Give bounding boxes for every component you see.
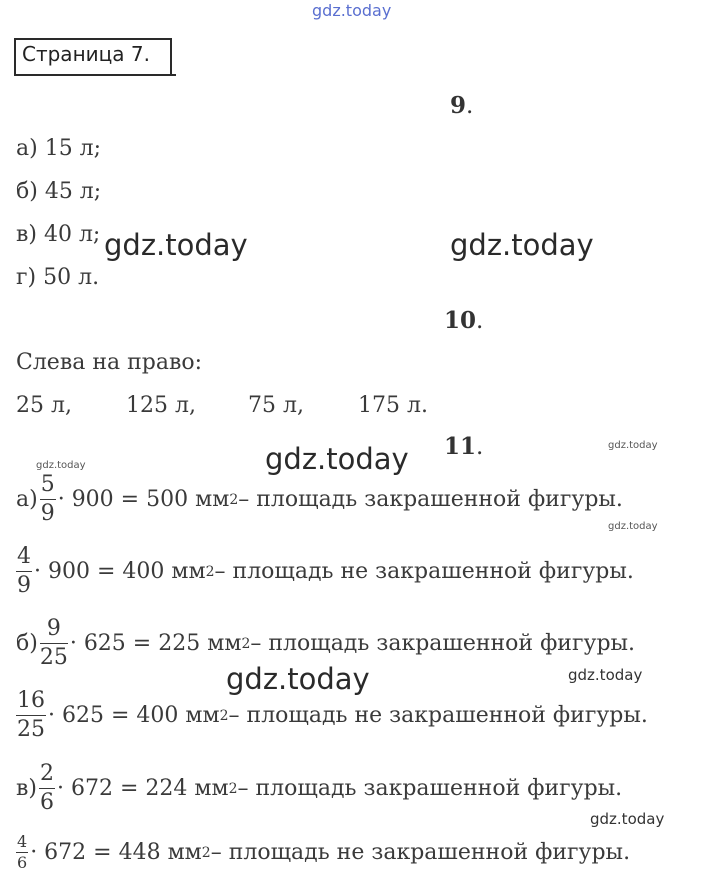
line-description: – площадь закрашенной фигуры.: [238, 487, 623, 512]
task-10-value-2: 125 л,: [126, 393, 196, 418]
watermark-4: gdz.today: [226, 662, 370, 696]
task-10-value-3: 75 л,: [248, 393, 304, 418]
line-description: – площадь не закрашенной фигуры.: [210, 840, 631, 865]
task-11-line-4: [14, 690, 648, 741]
line-description: – площадь закрашенной фигуры.: [250, 631, 636, 656]
line-expression: · 672 = 448 мм: [30, 840, 202, 865]
line-label: б): [16, 631, 38, 656]
exponent: 2: [228, 780, 238, 797]
watermark-top: gdz.today: [312, 1, 392, 20]
fraction: $\frac{4}{9}$: [17, 544, 31, 598]
line-description: – площадь не закрашенной фигуры.: [214, 559, 634, 584]
task-9-item-v: в) 40 л;: [16, 222, 101, 247]
page-title: Страница 7.: [22, 42, 150, 66]
exponent: 2: [241, 635, 251, 652]
task-11-line-1: [16, 474, 623, 525]
task-11-line-2: [14, 546, 634, 597]
watermark-2: gdz.today: [450, 228, 594, 262]
task-10-value-4: 175 л.: [358, 393, 428, 418]
fraction: $\frac{5}{9}$: [40, 472, 55, 526]
line-expression: · 672 = 224 мм: [56, 776, 229, 801]
page-title-underline: [14, 74, 176, 76]
line-label: а): [16, 487, 38, 512]
fraction: $\frac{2}{6}$: [39, 761, 54, 815]
watermark-small-1: gdz.today: [36, 460, 86, 471]
line-expression: · 625 = 225 мм: [69, 631, 242, 656]
task-9-item-b: б) 45 л;: [16, 179, 102, 204]
task-11-number: 11.: [444, 433, 484, 460]
watermark-1: gdz.today: [104, 228, 248, 262]
line-expression: · 900 = 500 мм: [57, 487, 230, 512]
line-description: – площадь не закрашенной фигуры.: [228, 703, 648, 728]
fraction: $\frac{9}{25}$: [39, 616, 68, 670]
exponent: 2: [205, 563, 215, 580]
task-9-number: 9.: [450, 92, 474, 119]
line-description: – площадь закрашенной фигуры.: [237, 776, 623, 801]
watermark-3: gdz.today: [265, 442, 409, 476]
task-11-line-6: [14, 834, 630, 871]
exponent: 2: [229, 491, 239, 508]
line-expression: · 625 = 400 мм: [48, 703, 220, 728]
watermark-medium-2: gdz.today: [590, 810, 665, 828]
exponent: 2: [201, 844, 211, 861]
exponent: 2: [219, 707, 229, 724]
task-10-number: 10.: [444, 307, 484, 334]
task-9-item-a: а) 15 л;: [16, 136, 102, 161]
task-10-value-1: 25 л,: [16, 393, 72, 418]
line-label: в): [16, 776, 37, 801]
fraction: $\frac{4}{6}$: [17, 832, 28, 872]
task-10-intro: Слева на право:: [16, 350, 203, 375]
task-9-item-g: г) 50 л.: [16, 265, 100, 290]
watermark-small-3: gdz.today: [608, 521, 658, 532]
line-expression: · 900 = 400 мм: [34, 559, 206, 584]
watermark-small-2: gdz.today: [608, 440, 658, 451]
task-11-line-5: [16, 763, 622, 814]
watermark-medium-1: gdz.today: [568, 666, 643, 684]
fraction: $\frac{16}{25}$: [17, 688, 45, 742]
